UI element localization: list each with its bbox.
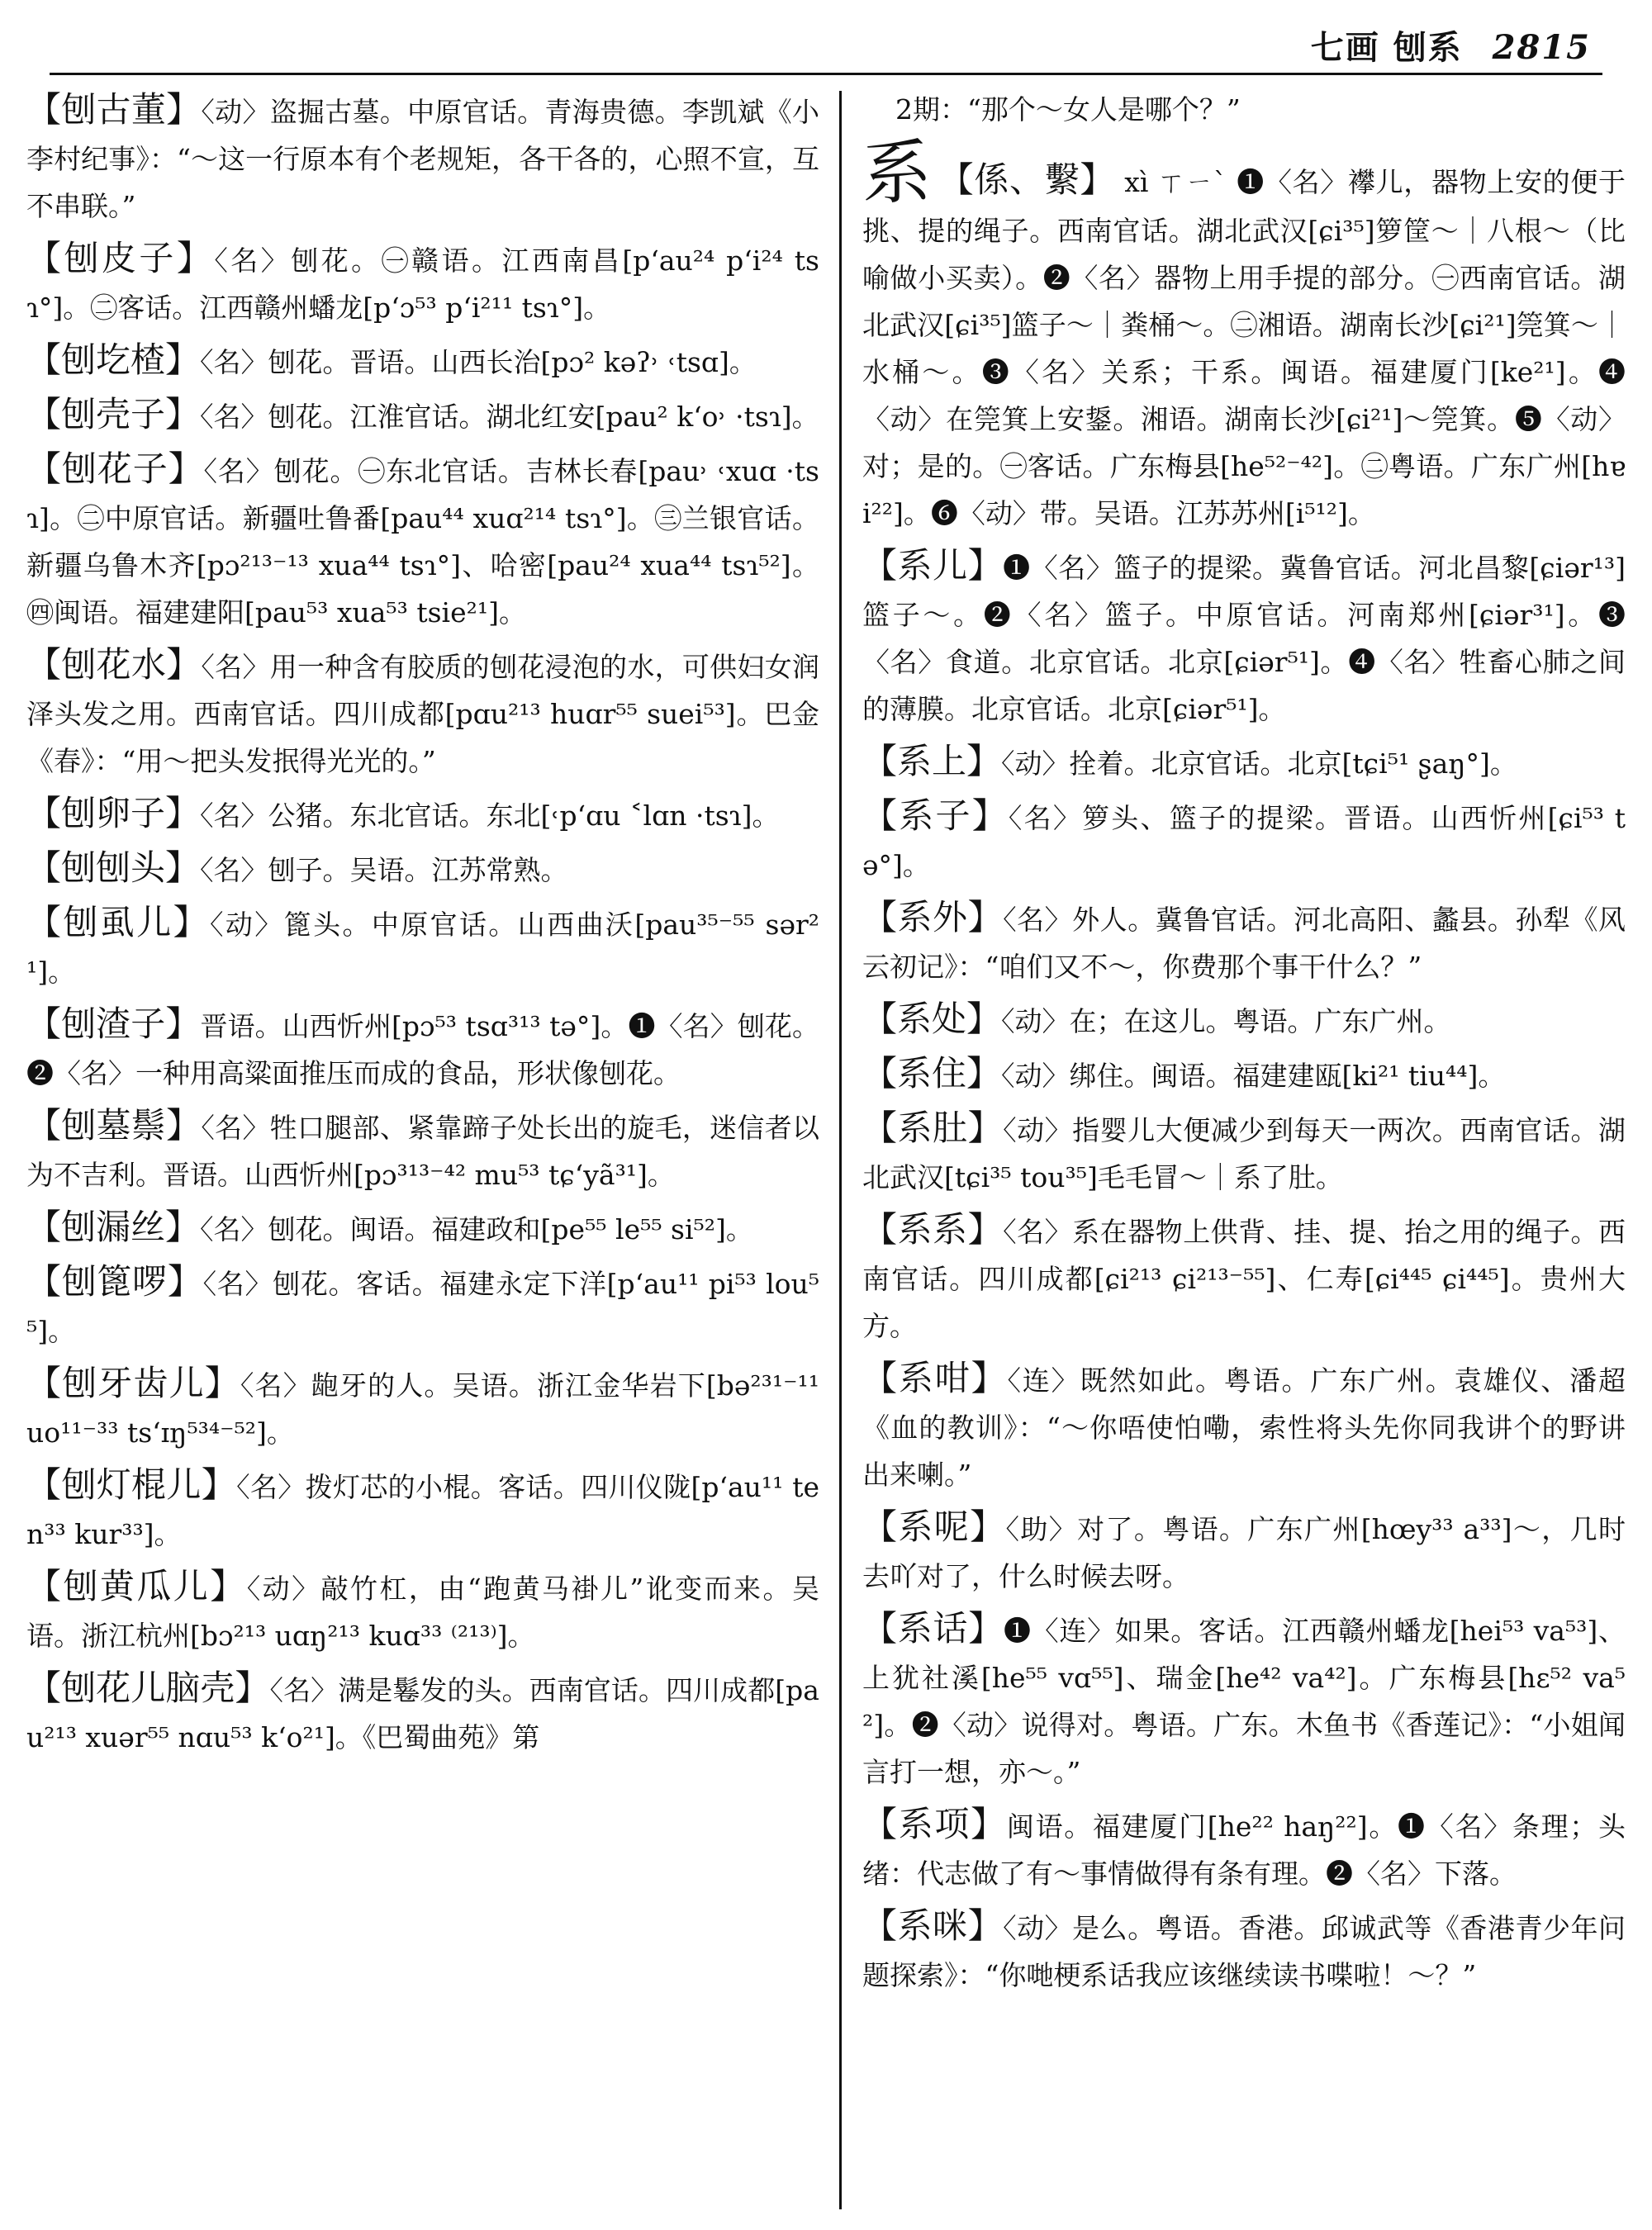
dictionary-entry [862, 1104, 1626, 1201]
entry-definition: 〈动〉在；在这儿。粤语。广东广州。 [1001, 1005, 1451, 1037]
dictionary-entry [862, 995, 1626, 1045]
entry-definition: 〈名〉刨花。㊀赣语。江西南昌[pʻau²⁴ pʻi²⁴ tsɿ°]。㊁客话。江西赣州蟠龙[pʻɔ⁵³ pʻi²¹¹ tsɿ°]。 [26, 244, 819, 324]
entry-definition: 〈助〉对了。粤语。广东广州[hœy³³ a³³]～，几时去吖对了，什么时候去呀。 [862, 1513, 1626, 1592]
dictionary-entry [862, 792, 1626, 889]
dictionary-entry [26, 844, 819, 894]
dictionary-entry [26, 235, 819, 331]
headword-variants: 【係、繫】 [938, 159, 1116, 200]
headword-phonetic: xì ㄒㄧˋ [1124, 166, 1228, 198]
running-head [50, 21, 1602, 71]
entry-definition: 闽语。福建厦门[he²² haŋ²²]。❶〈名〉条理；头绪：代志做了有～事情做得有条有理。❷〈名〉下落。 [862, 1810, 1626, 1890]
entry-definition: 〈名〉牲口腿部、紧靠蹄子处长出的旋毛，迷信者以为不吉利。晋语。山西忻州[pɔ³¹³⁻⁴² mu⁵³ tɕʻyã³¹]。 [26, 1112, 819, 1191]
dictionary-entry [862, 1355, 1626, 1498]
entry-headword: 【刨古董】 [26, 89, 202, 130]
section-title: 七画 刨系 [1310, 28, 1463, 67]
continuation-text: 2期：“那个～女人是哪个？” [895, 93, 1241, 126]
entry-headword: 【系上】 [862, 741, 1002, 781]
dictionary-entry [26, 1203, 819, 1253]
right-entries [862, 542, 1626, 1999]
entry-definition: ❶〈名〉篮子的提梁。冀鲁官话。河北昌黎[ɕiər¹³]篮子～。❷〈名〉篮子。中原官话。河南郑州[ɕiər³¹]。❸〈名〉食道。北京官话。北京[ɕiər⁵¹]。❹〈名〉牲畜心肺之间的薄膜。北京官话。北京[ɕiər⁵¹]。 [862, 552, 1626, 725]
dictionary-entry [26, 391, 819, 440]
entry-definition: 〈名〉系在器物上供背、挂、提、抬之用的绳子。西南官话。四川成都[ɕi²¹³ ɕi²¹³⁻⁵⁵]、仁寿[ɕi⁴⁴⁵ ɕi⁴⁴⁵]。贵州大方。 [862, 1216, 1626, 1342]
dictionary-entry [862, 1050, 1626, 1099]
dictionary-entry [26, 336, 819, 386]
entry-definition: ❶〈连〉如果。客话。江西赣州蟠龙[hei⁵³ va⁵³]、上犹社溪[he⁵⁵ vɑ⁵⁵]、瑞金[he⁴² va⁴²]。广东梅县[hɛ⁵² va⁵²]。❷〈动〉说得对。粤语。广东。木鱼书《香莲记》：“小姐闻言打一想，亦～。” [862, 1615, 1626, 1788]
entry-definition: ❶〈名〉襻儿，器物上安的便于挑、提的绳子。西南官话。湖北武汉[ɕi³⁵]箩筐～｜八根～（比喻做小买卖）。❷〈名〉器物上用手提的部分。㊀西南官话。湖北武汉[ɕi³⁵]篮子～｜粪桶～。㊁湘语。湖南长沙[ɕi²¹]筦箕～｜水桶～。❸〈名〉关系；干系。闽语。福建厦门[ke²¹]。❹〈动〉在筦箕上安鋬。湘语。湖南长沙[ɕi²¹]～筦箕。❺〈动〉对；是的。㊀客话。广东梅县[he⁵²⁻⁴²]。㊁粤语。广东广州[hɐi²²]。❻〈动〉带。吴语。江苏苏州[i⁵¹²]。 [862, 166, 1626, 529]
entry-definition: 〈动〉指婴儿大便减少到每天一两次。西南官话。湖北武汉[tɕi³⁵ tou³⁵]毛毛冒～｜系了肚。 [862, 1114, 1626, 1193]
entry-definition: 〈名〉拨灯芯的小棍。客话。四川仪陇[pʻau¹¹ ten³³ kur³³]。 [26, 1471, 819, 1550]
entry-definition: 〈名〉刨花。㊀东北官话。吉林长春[pau˒ ˓xuɑ ·tsɿ]。㊁中原官话。新疆吐鲁番[pau⁴⁴ xuɑ²¹⁴ tsɿ°]。㊂兰银官话。新疆乌鲁木齐[pɔ²¹³⁻¹³ xua⁴⁴ tsɿ°]、哈密[pau²⁴ xua⁴⁴ tsɿ⁵²]。㊃闽语。福建建阳[pau⁵³ xua⁵³ tsie²¹]。 [26, 455, 819, 629]
dictionary-entry [26, 445, 819, 636]
dictionary-entry [26, 790, 819, 839]
entry-headword: 【系住】 [862, 1053, 1002, 1094]
entry-headword: 【系子】 [862, 795, 1009, 836]
dictionary-entry [26, 1359, 819, 1456]
dictionary-entry [862, 1503, 1626, 1600]
entry-headword: 【系系】 [862, 1209, 1004, 1250]
dictionary-entry [862, 1902, 1626, 1999]
dictionary-entry [862, 1801, 1626, 1897]
entry-definition: 〈名〉刨子。吴语。江苏常熟。 [200, 854, 568, 886]
entry-definition: 〈名〉用一种含有胶质的刨花浸泡的水，可供妇女润泽头发之用。西南官话。四川成都[pɑu²¹³ huɑr⁵⁵ suei⁵³]。巴金《春》：“用～把头发抿得光光的。” [26, 651, 819, 777]
entry-headword: 【系儿】 [862, 545, 1004, 586]
dictionary-entry [26, 899, 819, 995]
entry-headword: 【系项】 [862, 1804, 1007, 1844]
entry-headword: 【系话】 [862, 1608, 1004, 1649]
entry-definition: 〈动〉敲竹杠，由“跑黄马褂儿”讹变而来。吴语。浙江杭州[bɔ²¹³ uɑŋ²¹³ kuɑ³³ ⁽²¹³⁾]。 [26, 1573, 819, 1652]
entry-definition: 〈名〉龅牙的人。吴语。浙江金华岩下[bə²³¹⁻¹¹ uo¹¹⁻³³ tsʻɪŋ⁵³⁴⁻⁵²]。 [26, 1369, 819, 1449]
entry-headword: 【刨壳子】 [26, 394, 201, 434]
column-divider [839, 91, 842, 2209]
dictionary-entry [26, 641, 819, 785]
entry-headword: 【系处】 [862, 999, 1002, 1039]
entry-headword: 【刨灯棍儿】 [26, 1464, 237, 1505]
dictionary-entry [862, 1206, 1626, 1350]
entry-headword: 【刨圪楂】 [26, 339, 201, 380]
left-column [26, 86, 819, 2222]
entry-headword: 【刨皮子】 [26, 238, 215, 278]
dictionary-entry [26, 1461, 819, 1558]
entry-headword: 【刨牙齿儿】 [26, 1363, 240, 1403]
entry-definition: 〈名〉公猪。东北官话。东北[˓pʻɑu ˂lɑn ·tsɿ]。 [200, 799, 780, 832]
entry-headword: 【刨刨头】 [26, 847, 201, 888]
entry-definition: 〈连〉既然如此。粤语。广东广州。袁雄仪、潘超《血的教训》：“～你唔使怕嘞，索性将头先你同我讲个的野讲出来喇。” [862, 1364, 1626, 1491]
entry-definition: 〈名〉刨花。晋语。山西长治[pɔ² kəʔ˒ ˓tsɑ]。 [200, 346, 757, 378]
dictionary-entry [862, 894, 1626, 990]
entry-headword: 【刨黄瓜儿】 [26, 1566, 247, 1606]
dictionary-entry [26, 86, 819, 230]
entry-definition: 〈动〉是么。粤语。香港。邱诚武等《香港青少年问题探索》：“你哋梗系话我应该继续读书喋啦！～？” [862, 1912, 1626, 1991]
main-headword: 系 [862, 132, 933, 213]
entry-definition: 〈动〉篦头。中原官话。山西曲沃[pau³⁵⁻⁵⁵ sər²¹]。 [26, 909, 819, 988]
entry-definition: 〈动〉绑住。闽语。福建建瓯[ki²¹ tiu⁴⁴]。 [1001, 1060, 1506, 1092]
dictionary-entry [26, 1664, 819, 1761]
entry-headword: 【刨虱儿】 [26, 902, 210, 942]
entry-headword: 【系肚】 [862, 1108, 1004, 1148]
main-headword-entry [862, 132, 1626, 537]
entry-definition: 〈名〉满是鬈发的头。西南官话。四川成都[pau²¹³ xuər⁵⁵ nɑu⁵³ kʻo²¹]。《巴蜀曲苑》第 [26, 1674, 819, 1753]
entry-headword: 【刨渣子】 [26, 1004, 201, 1044]
entry-headword: 【刨花水】 [26, 644, 202, 685]
entry-definition: 晋语。山西忻州[pɔ⁵³ tsɑ³¹³ tə°]。❶〈名〉刨花。❷〈名〉一种用高粱面推压而成的食品，形状像刨花。 [26, 1010, 819, 1089]
dictionary-entry [862, 738, 1626, 787]
dictionary-entry [26, 1563, 819, 1659]
entry-definition: 〈名〉外人。冀鲁官话。河北高阳、蠡县。孙犁《风云初记》：“咱们又不～，你费那个事干什么？” [862, 904, 1626, 983]
entry-definition: 〈名〉箩头、篮子的提梁。晋语。山西忻州[ɕi⁵³ tə°]。 [862, 802, 1626, 881]
dictionary-entry [862, 542, 1626, 733]
entry-headword: 【刨墓鬃】 [26, 1105, 202, 1146]
entry-headword: 【系外】 [862, 897, 1004, 937]
entry-definition: 〈动〉盗掘古墓。中原官话。青海贵德。李凯斌《小李村纪事》：“～这一行原本有个老规矩，各干各的，心照不宣，互不串联。” [26, 96, 819, 222]
header-rule [50, 73, 1602, 75]
entry-definition: 〈动〉拴着。北京官话。北京[tɕi⁵¹ ʂaŋ°]。 [1001, 747, 1517, 780]
entry-headword: 【刨花儿脑壳】 [26, 1668, 270, 1708]
dictionary-entry [26, 1258, 819, 1355]
page-number: 2815 [1492, 28, 1591, 67]
entry-headword: 【系呢】 [862, 1506, 1006, 1547]
entry-headword: 【系咁】 [862, 1358, 1008, 1398]
entry-definition: 〈名〉刨花。客话。福建永定下洋[pʻau¹¹ pi⁵³ lou⁵⁵]。 [26, 1268, 819, 1347]
entry-definition: 〈名〉刨花。江淮官话。湖北红安[pau² kʻo˒ ·tsɿ]。 [200, 401, 819, 433]
entry-headword: 【刨花子】 [26, 448, 204, 489]
entry-definition: 〈名〉刨花。闽语。福建政和[pe⁵⁵ le⁵⁵ si⁵²]。 [200, 1213, 753, 1245]
dictionary-entry [26, 1000, 819, 1097]
entry-headword: 【刨卵子】 [26, 793, 201, 833]
entry-headword: 【刨漏丝】 [26, 1207, 201, 1247]
dictionary-entry [862, 1605, 1626, 1796]
dictionary-entry [26, 1102, 819, 1198]
entry-headword: 【系咪】 [862, 1905, 1004, 1946]
header-right [1311, 21, 1591, 69]
entry-headword: 【刨篦啰】 [26, 1261, 203, 1302]
right-column [862, 86, 1626, 2222]
